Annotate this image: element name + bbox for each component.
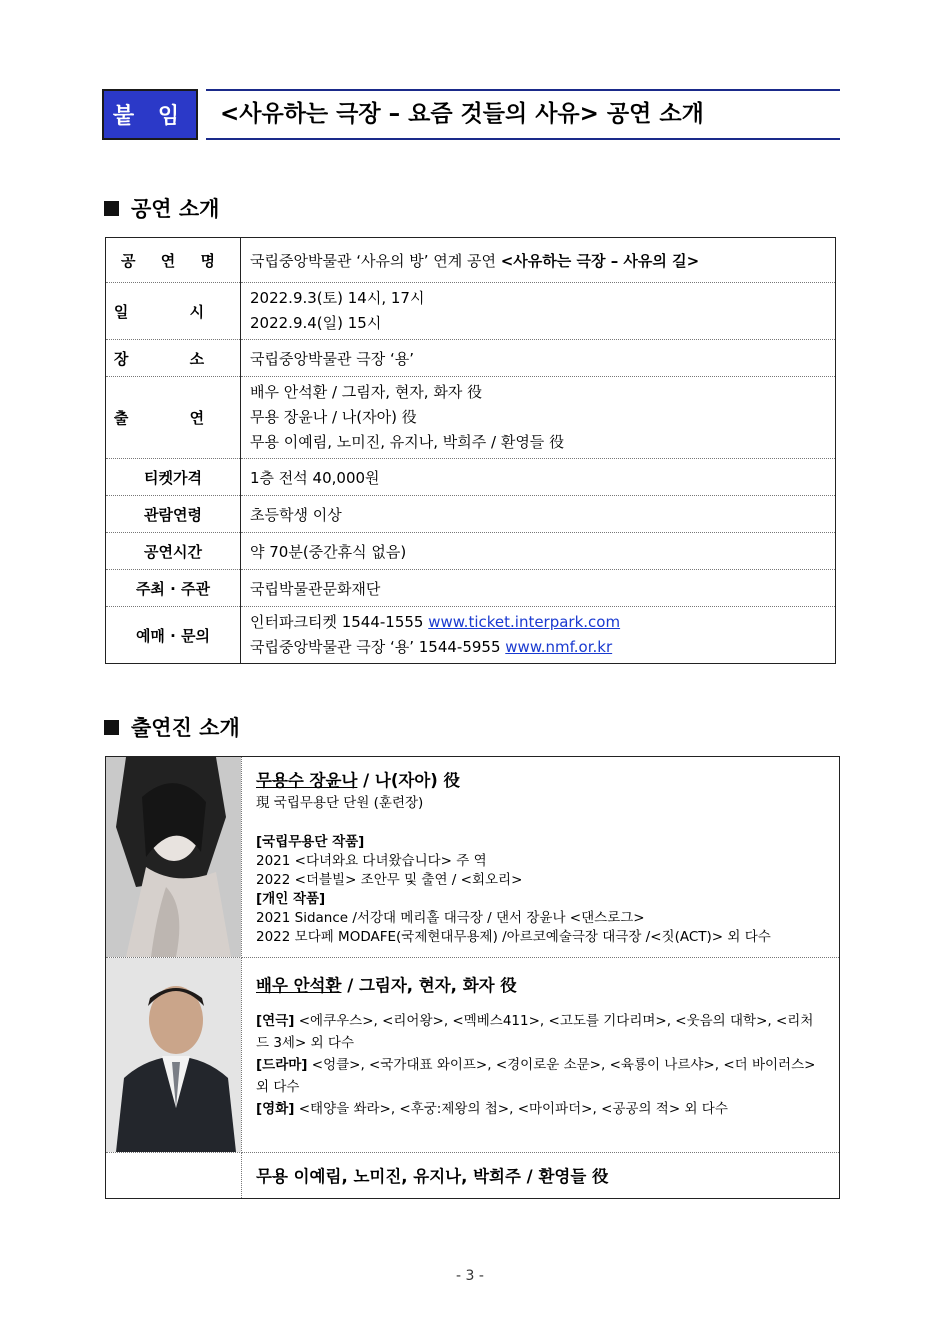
career-film: [영화] <태양을 쏴라>, <후궁:제왕의 첩>, <마이파더>, <공공의 적> 외 다수	[256, 1101, 728, 1117]
actor-portrait-illustration	[106, 958, 241, 1152]
row-value: 배우 안석환 / 그림자, 현자, 화자 役 무용 장윤나 / 나(자아) 役 무용 이예림, 노미진, 유지나, 박희주 / 환영들 役	[241, 377, 836, 459]
works-heading: [개인 작품]	[256, 891, 326, 907]
section-heading-cast	[104, 712, 240, 742]
cast-name-heading: 무용수 장윤나 / 나(자아) 役	[256, 771, 461, 790]
photo-cell	[106, 757, 242, 958]
row-label: 주최 · 주관	[106, 570, 241, 607]
cast-position: 現 국립무용단 단원 (훈련장)	[256, 795, 424, 811]
row-value: 국립박물관문화재단	[241, 570, 836, 607]
actor-ahn-photo	[106, 958, 241, 1152]
section-heading-performance	[104, 193, 219, 223]
table-row	[106, 570, 836, 607]
career-drama: [드라마] <엉클>, <국가대표 와이프>, <경이로운 소문>, <육룡이 나르샤>, <더 바이러스> 외 다수	[256, 1057, 816, 1095]
row-label: 예매 · 문의	[106, 607, 241, 664]
interpark-link[interactable]: www.ticket.interpark.com	[428, 613, 621, 631]
table-row	[106, 340, 836, 377]
row-value: 1층 전석 40,000원	[241, 459, 836, 496]
row-value: 초등학생 이상	[241, 496, 836, 533]
appendix-title-bar	[102, 89, 840, 140]
row-label: 장 소	[106, 340, 241, 377]
dancer-jang-description	[242, 757, 840, 958]
table-row	[106, 496, 836, 533]
career-theatre: [연극] <에쿠우스>, <리어왕>, <멕베스411>, <고도를 기다리며>, <웃음의 대학>, <리처드 3세> 외 다수	[256, 1013, 814, 1051]
row-label: 공연시간	[106, 533, 241, 570]
dancer-portrait-illustration	[106, 757, 241, 957]
nmf-link[interactable]: www.nmf.or.kr	[505, 638, 613, 656]
work-item: 2022 <더블빌> 조안무 및 출연 / <회오리>	[256, 872, 523, 888]
row-value: 약 70분(중간휴식 없음)	[241, 533, 836, 570]
row-label: 출 연	[106, 377, 241, 459]
appendix-badge: 붙 임	[102, 89, 198, 140]
section-heading-text: 출연진 소개	[131, 716, 240, 740]
table-row	[106, 459, 836, 496]
row-value: 국립중앙박물관 극장 ‘용’	[241, 340, 836, 377]
row-label: 관람연령	[106, 496, 241, 533]
row-label: 일 시	[106, 283, 241, 340]
cast-name-heading: 배우 안석환 / 그림자, 현자, 화자 役	[256, 976, 517, 995]
table-row	[106, 377, 836, 459]
work-item: 2021 <다녀와요 다녀왔습니다> 주 역	[256, 853, 487, 869]
table-row	[106, 238, 836, 283]
row-value: 인터파크티켓 1544-1555 www.ticket.interpark.com 국립중앙박물관 극장 ‘용’ 1544-5955 www.nmf.or.kr	[241, 607, 836, 664]
cast-table	[105, 756, 840, 1199]
works-heading: [국립무용단 작품]	[256, 834, 365, 850]
cast-row	[106, 757, 840, 958]
performance-info-table	[105, 237, 836, 664]
cast-name-heading: 무용 이예림, 노미진, 유지나, 박희주 / 환영들 役	[256, 1167, 609, 1186]
title-rule-bottom	[206, 138, 840, 140]
page-number: - 3 -	[456, 1268, 484, 1284]
cast-row	[106, 1153, 840, 1199]
performance-name: <사유하는 극장 – 사유의 길>	[500, 251, 700, 270]
row-value: 2022.9.3(토) 14시, 17시 2022.9.4(일) 15시	[241, 283, 836, 340]
section-heading-text: 공연 소개	[131, 197, 220, 221]
photo-cell	[106, 958, 242, 1153]
page-title: <사유하는 극장 – 요즘 것들의 사유> 공연 소개	[220, 101, 704, 127]
work-item: 2022 모다페 MODAFE(국제현대무용제) /아르코예술극장 대극장 /<짓(ACT)> 외 다수	[256, 929, 771, 945]
row-value: 국립중앙박물관 ‘사유의 방’ 연계 공연 <사유하는 극장 – 사유의 길>	[241, 238, 836, 283]
row-label: 공 연 명	[106, 238, 241, 283]
square-bullet-icon	[104, 720, 119, 735]
table-row	[106, 283, 836, 340]
photo-cell-empty	[106, 1153, 242, 1199]
dancers-group-description	[242, 1153, 840, 1199]
dancer-jang-photo	[106, 757, 241, 957]
table-row	[106, 607, 836, 664]
cast-row	[106, 958, 840, 1153]
row-label: 티켓가격	[106, 459, 241, 496]
work-item: 2021 Sidance /서강대 메리홀 대극장 / 댄서 장윤나 <댄스로그>	[256, 910, 645, 926]
actor-ahn-description	[242, 958, 840, 1153]
square-bullet-icon	[104, 201, 119, 216]
table-row	[106, 533, 836, 570]
